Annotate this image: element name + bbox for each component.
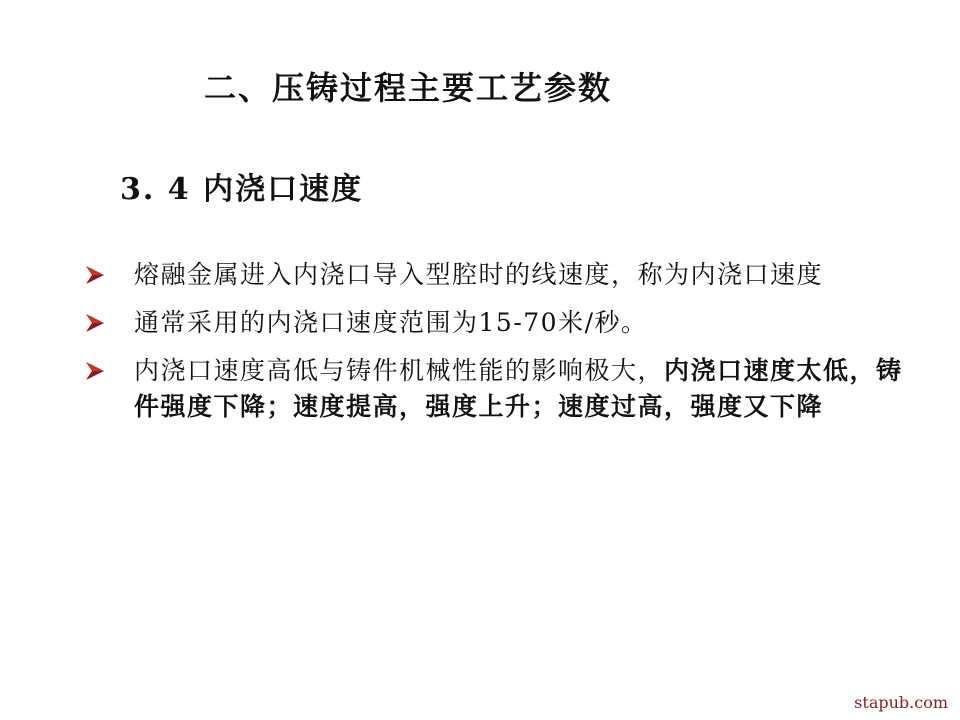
bullet-text: 内浇口速度高低与铸件机械性能的影响极大， xyxy=(134,356,665,385)
arrowhead-bullet-icon xyxy=(84,361,106,381)
bullet-text: 通常采用的内浇口速度范围为15-70米/秒。 xyxy=(134,308,648,337)
arrowhead-bullet-icon xyxy=(84,313,106,333)
bullet-bold-text: 内浇口速度太低，铸件强度下降；速度提高，强度上升；速度过高，强度又下降 xyxy=(134,356,903,421)
bullet-text: 熔融金属进入内浇口导入型腔时的线速度，称为内浇口速度 xyxy=(134,260,824,289)
section-heading: 3. 4 内浇口速度 xyxy=(120,172,364,207)
bullet-item xyxy=(82,257,912,293)
bullet-list xyxy=(82,257,912,437)
slide-title: 二、压铸过程主要工艺参数 xyxy=(204,69,613,107)
bullet-item xyxy=(82,353,912,425)
watermark-link[interactable]: stapub.com xyxy=(854,693,948,712)
arrowhead-bullet-icon xyxy=(84,265,106,285)
bullet-item xyxy=(82,305,912,341)
